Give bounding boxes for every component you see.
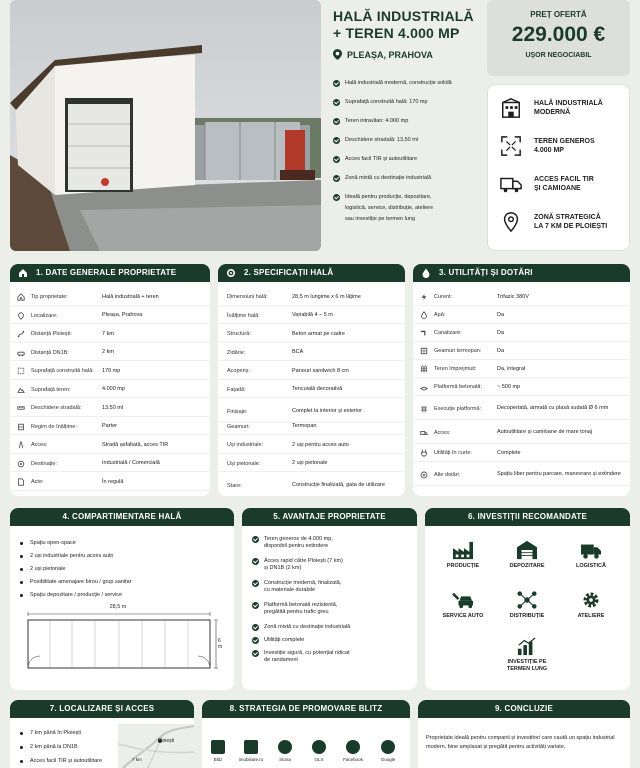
list-item: 7 km până în Ploiești: [18, 730, 81, 736]
row-value: ~ 500 mp: [497, 383, 521, 390]
table-row: [10, 346, 210, 362]
row-label: Destinație:: [31, 460, 57, 467]
highlight-item: ACCES FACIL TIR ȘI CAMIOANE: [488, 173, 629, 195]
highlight-item: ZONĂ STRATEGICĂ LA 7 KM DE PLOIEȘTI: [488, 211, 629, 233]
network-icon: [516, 590, 538, 610]
row-value: Da: [497, 347, 505, 354]
table-row: [413, 362, 630, 378]
list-item: Teren generos de 4.000 mp, disponibil pentru extindere: [252, 536, 333, 550]
table-row: [413, 326, 630, 342]
pipe-icon: [417, 329, 431, 337]
section-advantages: [242, 508, 417, 690]
promo-channel: Storia: [269, 740, 301, 762]
list-item: 2 uși industriale pentru acces auto: [18, 553, 113, 559]
row-label: Acces:: [434, 429, 451, 436]
table-row: [218, 364, 405, 380]
table-row: [413, 290, 630, 306]
list-item-continuation: sau investiție pe termen lung: [345, 216, 416, 222]
truck-small-icon: [417, 429, 431, 437]
row-label: Geamuri:: [227, 423, 250, 430]
list-item: Utilități complete: [252, 637, 304, 644]
price-label: PREȚ OFERTĂ: [530, 10, 587, 19]
platform-icon: [417, 383, 431, 391]
table-row: [218, 420, 405, 436]
list-item: Suprafață construită hală: 170 mp: [333, 99, 428, 106]
factory-icon: [452, 540, 474, 560]
row-value: 2 uși pietonale: [292, 460, 328, 467]
row-label: Distanță DN1B:: [31, 349, 69, 356]
row-value: Complet la interior și exterior: [292, 408, 362, 414]
section-title: 7. LOCALIZARE ȘI ACCES: [49, 704, 155, 713]
table-row: [10, 309, 210, 325]
row-label: Suprafață construită hală:: [31, 368, 94, 375]
table-row: [218, 475, 405, 496]
target-icon: [14, 460, 28, 468]
row-value: 170 mp: [102, 367, 121, 374]
list-item: Spațiu depozitare / producție / service: [18, 592, 122, 598]
table-row: [413, 446, 630, 462]
highlights-box: [487, 84, 630, 251]
row-value: Panouri sandwich 8 cm: [292, 367, 349, 374]
investment-item: INVESTIȚIE PE TERMEN LUNG: [497, 636, 557, 673]
row-label: Execuție platformă:: [434, 405, 482, 412]
bar-chart-icon: [516, 636, 538, 656]
price-note: UȘOR NEGOCIABIL: [525, 52, 592, 59]
section-title: 3. UTILITĂȚI ȘI DOTĂRI: [439, 268, 533, 277]
row-label: Localizare:: [31, 312, 58, 319]
fence-icon: [417, 365, 431, 373]
row-label: Platformă betonată:: [434, 384, 483, 391]
row-value: În regulă: [102, 478, 124, 485]
list-item-continuation: logistică, service, distribuție, ateliere: [345, 205, 434, 211]
table-row: [218, 457, 405, 473]
row-value: 7 km: [102, 330, 114, 337]
row-label: Geamuri termopan:: [434, 348, 482, 355]
row-value: Beton armat pe cadre: [292, 330, 345, 337]
highlight-item: TEREN GENEROS 4.000 MP: [488, 135, 629, 157]
list-item: Deschidere stradală: 13,50 ml: [333, 137, 418, 144]
blitz-icon: [211, 740, 225, 754]
section-layout: [10, 508, 234, 690]
row-value: Parter: [102, 423, 117, 430]
table-row: [413, 380, 630, 396]
section-hall-specs: [218, 264, 405, 496]
row-label: Acoperiș:: [227, 368, 250, 375]
google-icon: [381, 740, 395, 754]
drop-icon: [417, 311, 431, 319]
table-row: [10, 420, 210, 436]
listing-subtitle: + TEREN 4.000 MP: [333, 25, 460, 41]
building-icon: [500, 97, 522, 119]
row-label: Tip proprietate:: [31, 294, 68, 301]
investment-item: DEPOZITARE: [497, 540, 557, 569]
row-value: Complete: [497, 449, 521, 456]
ruler-icon: [14, 404, 28, 412]
list-item: Hală industrială modernă, construcție solidă: [333, 80, 452, 87]
investment-item: LOGISTICĂ: [561, 540, 621, 569]
plus-icon: [417, 471, 431, 479]
row-label: Utilități în curte:: [434, 450, 472, 457]
row-value: Da: [497, 329, 505, 336]
row-value: Spațiu liber pentru parcare, manevrare și extindere: [497, 471, 621, 477]
list-item: Platformă betonată rezistentă, pregătită pentru trafic greu: [252, 602, 337, 616]
row-value: 4.000 mp: [102, 386, 125, 393]
conclusion-text: Proprietate ideală pentru companii și investitori care caută un spațiu industrial modern, bine amplasat și pregătit pentru activități variate.: [426, 735, 615, 750]
row-value: 2 km: [102, 349, 114, 356]
table-row: [218, 327, 405, 343]
olx-icon: [312, 740, 326, 754]
window-icon: [417, 347, 431, 355]
row-label: Acces:: [31, 442, 48, 449]
table-row: [10, 457, 210, 473]
expand-icon: [500, 135, 522, 157]
gear-icon: [580, 590, 602, 610]
row-label: Alte dotări:: [434, 471, 461, 478]
map-city-label: Ploiești: [158, 738, 175, 744]
table-row: [10, 383, 210, 399]
plug-icon: [417, 449, 431, 457]
promo-channel: imobiliare.ro: [235, 740, 267, 762]
promo-channel: OLX: [303, 740, 335, 762]
truck-icon: [580, 540, 602, 560]
section-title: 1. DATE GENERALE PROPRIETATE: [36, 268, 177, 277]
row-value: Decopertată, armată cu plasă sudată Ø 6 mm: [497, 405, 609, 411]
promo-channel: Google: [372, 740, 404, 762]
row-label: Regim de înălțime:: [31, 423, 77, 430]
grid-icon: [417, 405, 431, 413]
list-item: Acces facil TIR și autoutilitare: [333, 156, 417, 163]
row-value: Da, integral: [497, 365, 526, 372]
investment-item: SERVICE AUTO: [433, 590, 493, 619]
section-title: 9. CONCLUZIE: [495, 704, 553, 713]
list-item: Ideală pentru producție, depozitare,: [333, 194, 432, 201]
gear-icon: [226, 268, 236, 278]
row-label: Deschidere stradală:: [31, 405, 82, 412]
row-label: Structură:: [227, 331, 251, 338]
storia-icon: [278, 740, 292, 754]
table-row: [218, 383, 405, 399]
section-title: 6. INVESTIȚII RECOMANDATE: [467, 512, 588, 521]
row-label: Acte:: [31, 479, 44, 486]
map-distance-label: 7 km: [132, 757, 142, 762]
row-value: BCA: [292, 349, 304, 356]
table-row: [218, 346, 405, 362]
row-label: Fațadă:: [227, 386, 246, 393]
map-pin-icon: [333, 49, 342, 60]
listing-title: HALĂ INDUSTRIALĂ: [333, 8, 474, 24]
table-row: [10, 438, 210, 454]
row-value: 2 uși pentru acces auto: [292, 441, 349, 448]
row-label: Uși industriale:: [227, 442, 264, 449]
truck-icon: [500, 173, 522, 195]
section-conclusion: [418, 700, 630, 768]
list-item: 2 km până la DN1B: [18, 744, 78, 750]
row-label: Înălțime hală:: [227, 312, 260, 319]
list-item: Zonă mixtă cu destinație industrială: [333, 175, 431, 182]
section-title: 4. COMPARTIMENTARE HALĂ: [62, 512, 182, 521]
floor-plan: [26, 604, 226, 674]
row-value: Construcție finalizată, gata de utilizare: [292, 482, 385, 488]
row-label: Dimensiuni hală:: [227, 294, 268, 301]
listing-location: PLEAȘA, PRAHOVA: [347, 49, 433, 60]
doc-icon: [14, 478, 28, 486]
plan-width-label: 6 m: [218, 638, 223, 650]
table-row: [10, 290, 210, 306]
table-row: [413, 344, 630, 360]
table-row: [413, 464, 630, 486]
land-icon: [14, 386, 28, 394]
table-row: [10, 401, 210, 417]
section-location: [10, 700, 194, 768]
row-value: 13,50 ml: [102, 404, 124, 411]
row-value: Autoutilitare și camioane de mare tonaj: [497, 429, 593, 435]
route-icon: [14, 330, 28, 338]
list-item: Spațiu open-space: [18, 540, 76, 546]
table-row: [218, 309, 405, 325]
property-photo: [10, 0, 321, 251]
table-row: [218, 290, 405, 306]
table-row: [413, 398, 630, 420]
row-value: 28,5 m lungime x 6 m lățime: [292, 293, 361, 300]
list-item: Investiție sigură, cu potențial ridicat de randament: [252, 650, 350, 664]
list-item: Posibilitate amenajare birou / grup sanitar: [18, 579, 132, 585]
row-label: Teren împrejmuit:: [434, 366, 477, 373]
section-recommended-investments: [425, 508, 630, 690]
row-value: Da: [497, 311, 505, 318]
promo-channel: Blitz: [202, 740, 234, 762]
row-label: Distanță Ploiești:: [31, 331, 72, 338]
list-item: Acces rapid către Ploiești (7 km) și DN1B (2 km): [252, 558, 343, 572]
imobiliare-icon: [244, 740, 258, 754]
bolt-icon: [417, 293, 431, 301]
area-icon: [14, 367, 28, 375]
pin-icon: [14, 312, 28, 320]
section-title: 5. AVANTAJE PROPRIETATE: [273, 512, 386, 521]
road-icon: [14, 441, 28, 449]
row-label: Suprafață teren:: [31, 386, 71, 393]
price-value: 229.000 €: [511, 23, 606, 46]
drop-icon: [421, 268, 431, 278]
row-label: Uși pietonale:: [227, 460, 261, 467]
section-utilities: [413, 264, 630, 496]
wrench-car-icon: [452, 590, 474, 610]
price-box: [487, 0, 630, 76]
table-row: [10, 475, 210, 491]
floors-icon: [14, 423, 28, 431]
row-label: Apă:: [434, 312, 446, 319]
home-icon: [18, 268, 28, 278]
row-label: Curent:: [434, 294, 453, 301]
table-row: [413, 308, 630, 324]
investment-item: ATELIERE: [561, 590, 621, 619]
list-item: Acces facil TIR și autoutilitare: [18, 758, 102, 764]
map-pin-icon: [500, 211, 522, 233]
investment-item: PRODUCȚIE: [433, 540, 493, 569]
list-item: Construcție modernă, finalizată, cu materiale durabile: [252, 580, 341, 594]
car-icon: [14, 349, 28, 357]
location-map: [118, 724, 194, 768]
table-row: [10, 364, 210, 380]
table-row: [413, 422, 630, 444]
warehouse-icon: [516, 540, 538, 560]
row-label: Canalizare:: [434, 330, 462, 337]
section-promotion: [202, 700, 410, 768]
promo-channel: Facebook: [337, 740, 369, 762]
highlight-item: HALĂ INDUSTRIALĂ MODERNĂ: [488, 97, 629, 119]
home-icon: [14, 293, 28, 301]
row-value: Termopan: [292, 423, 317, 430]
row-value: Stradă asfaltată, acces TIR: [102, 441, 169, 448]
table-row: [218, 438, 405, 454]
row-value: Hală industrială + teren: [102, 293, 159, 300]
facebook-icon: [346, 740, 360, 754]
row-value: Pleașa, Prahova: [102, 312, 143, 319]
section-title: 8. STRATEGIA DE PROMOVARE BLITZ: [229, 704, 383, 713]
row-label: Zidărie:: [227, 349, 246, 356]
section-title: 2. SPECIFICAȚII HALĂ: [244, 268, 334, 277]
list-item: 2 uși pietonale: [18, 566, 65, 572]
list-item: Teren intravilan: 4.000 mp: [333, 118, 408, 125]
table-row: [10, 327, 210, 343]
row-value: Variabilă 4 – 5 m: [292, 312, 333, 319]
list-item: Zonă mixtă cu destinație industrială: [252, 624, 350, 631]
investment-item: DISTRIBUȚIE: [497, 590, 557, 619]
row-label: Stare:: [227, 482, 242, 489]
row-value: Industrială / Comercială: [102, 460, 160, 467]
row-label: Finisaje:: [227, 408, 248, 415]
row-value: Trifazic 380V: [497, 293, 529, 300]
row-value: Tencuială decorativă: [292, 386, 343, 393]
section-general-data: [10, 264, 210, 496]
plan-length-label: 28,5 m: [109, 604, 127, 610]
